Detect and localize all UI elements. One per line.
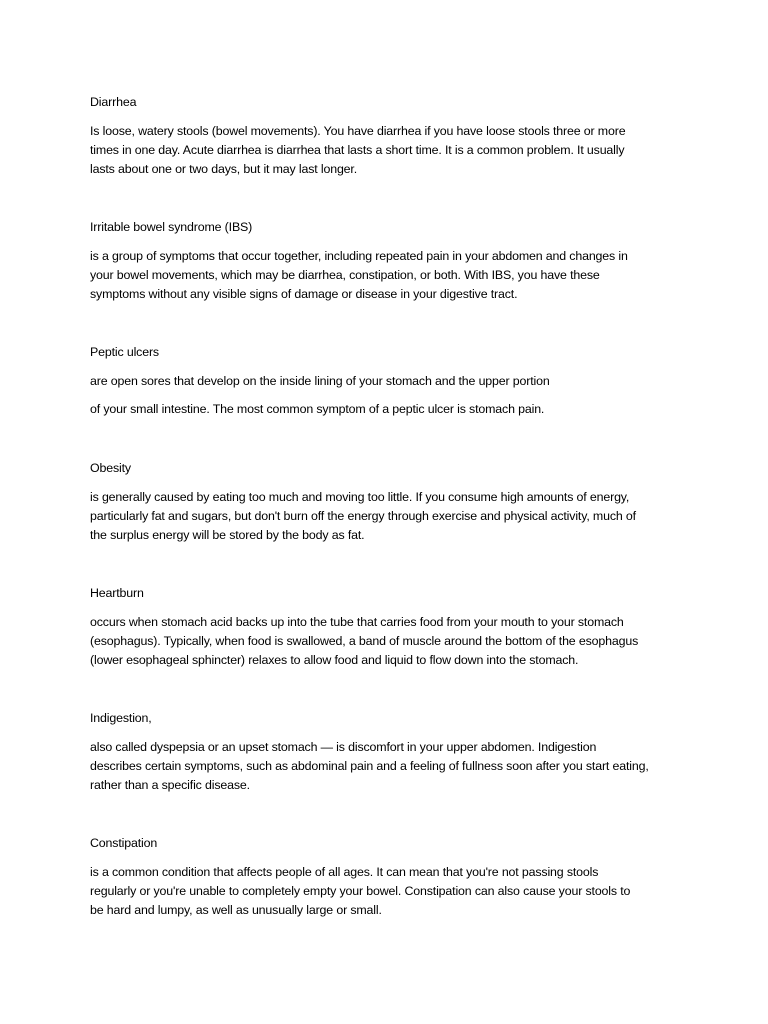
section-heading-heartburn: Heartburn bbox=[90, 586, 144, 600]
section-body-line: is a group of symptoms that occur together, including repeated pain in your abdomen and changes in bbox=[90, 249, 628, 263]
section-heading-obesity: Obesity bbox=[90, 461, 131, 475]
section-heading-peptic-ulcers: Peptic ulcers bbox=[90, 345, 159, 359]
section-heading-diarrhea: Diarrhea bbox=[90, 95, 137, 109]
section-body-line: the surplus energy will be stored by the body as fat. bbox=[90, 528, 365, 542]
section-body-line: (lower esophageal sphincter) relaxes to allow food and liquid to flow down into the stomach. bbox=[90, 653, 579, 667]
section-body-line: also called dyspepsia or an upset stomach — is discomfort in your upper abdomen. Indigestion bbox=[90, 740, 597, 754]
section-body-line: symptoms without any visible signs of damage or disease in your digestive tract. bbox=[90, 287, 518, 301]
section-body-line: your bowel movements, which may be diarrhea, constipation, or both. With IBS, you have these bbox=[90, 268, 600, 282]
section-heading-constipation: Constipation bbox=[90, 836, 158, 850]
section-body-line: rather than a specific disease. bbox=[90, 778, 250, 792]
section-body-line: be hard and lumpy, as well as unusually large or small. bbox=[90, 903, 382, 917]
section-body-line: is generally caused by eating too much and moving too little. If you consume high amounts of energy, bbox=[90, 490, 630, 504]
section-heading-indigestion: Indigestion, bbox=[90, 711, 152, 725]
section-body-line: occurs when stomach acid backs up into the tube that carries food from your mouth to your stomach bbox=[90, 615, 624, 629]
section-body-line: particularly fat and sugars, but don't burn off the energy through exercise and physical activity, much of bbox=[90, 509, 636, 523]
section-body-line: is a common condition that affects people of all ages. It can mean that you're not passing stools bbox=[90, 865, 599, 879]
section-body-line: times in one day. Acute diarrhea is diarrhea that lasts a short time. It is a common problem. It usually bbox=[90, 143, 625, 157]
section-body-line: (esophagus). Typically, when food is swallowed, a band of muscle around the bottom of the esophagus bbox=[90, 634, 639, 648]
section-body-line: are open sores that develop on the inside lining of your stomach and the upper portion bbox=[90, 374, 550, 388]
section-body-line: lasts about one or two days, but it may last longer. bbox=[90, 162, 358, 176]
section-body-line: Is loose, watery stools (bowel movements). You have diarrhea if you have loose stools three or more bbox=[90, 124, 626, 138]
section-body-line: regularly or you're unable to completely empty your bowel. Constipation can also cause your stools to bbox=[90, 884, 631, 898]
section-body-line: of your small intestine. The most common symptom of a peptic ulcer is stomach pain. bbox=[90, 402, 545, 416]
section-body-line: describes certain symptoms, such as abdominal pain and a feeling of fullness soon after you start eating, bbox=[90, 759, 649, 773]
section-heading-ibs: Irritable bowel syndrome (IBS) bbox=[90, 220, 253, 234]
